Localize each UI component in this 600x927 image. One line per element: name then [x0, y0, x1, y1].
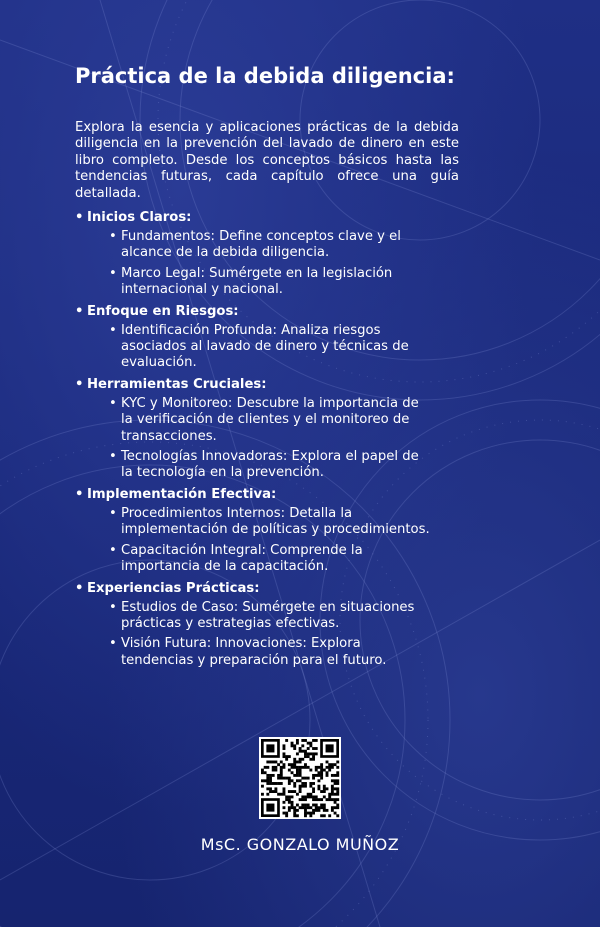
bullet-icon: •	[75, 303, 84, 319]
sub-list	[75, 229, 475, 299]
section-heading: • Enfoque en Riesgos:	[75, 303, 239, 319]
sub-list	[75, 396, 475, 482]
list-item: • Estudios de Caso: Sumérgete en situaciones prácticas y estrategias efectivas.	[109, 599, 415, 631]
list-item: • Marco Legal: Sumérgete en la legislación internacional y nacional.	[109, 265, 393, 298]
sub-list	[75, 506, 475, 576]
bullet-icon: •	[75, 210, 84, 225]
qr-code-graphic	[259, 737, 341, 819]
sub-list	[75, 323, 475, 372]
sub-list	[75, 600, 475, 670]
author-name: MsC. GONZALO MUÑOZ	[200, 835, 400, 854]
bullet-icon: •	[109, 322, 117, 338]
section-heading: • Herramientas Cruciales:	[75, 376, 267, 392]
list-item: • KYC y Monitoreo: Descubre la importancia de la verificación de clientes y el monitoreo de transacciones.	[109, 395, 419, 444]
bullet-icon: •	[109, 636, 117, 652]
section-heading: • Experiencias Prácticas:	[75, 580, 260, 596]
bullet-icon: •	[109, 265, 117, 281]
page-title: Práctica de la debida diligencia:	[75, 64, 455, 88]
list-item: • Identificación Profunda: Analiza riesgos asociados al lavado de dinero y técnicas de evaluación.	[109, 322, 409, 371]
section-heading: • Implementación Efectiva:	[75, 486, 277, 502]
list-item: • Capacitación Integral: Comprende la importancia de la capacitación.	[109, 542, 363, 575]
bullet-icon: •	[75, 580, 84, 596]
list-item: • Tecnologías Innovadoras: Explora el papel de la tecnología en la prevención.	[109, 449, 419, 481]
section-herramientas-cruciales	[75, 376, 475, 482]
bullet-icon: •	[109, 599, 117, 615]
bullet-icon: •	[109, 395, 117, 411]
section-enfoque-en-riesgos	[75, 303, 475, 372]
list-item: • Visión Futura: Innovaciones: Explora tendencias y preparación para el futuro.	[109, 636, 387, 668]
bullet-icon: •	[109, 505, 117, 521]
section-heading: • Inicios Claros:	[75, 210, 192, 225]
qr-code-icon[interactable]	[259, 737, 341, 819]
intro-paragraph: Explora la esencia y aplicaciones prácticas de la debida diligencia en la prevención del lavado de dinero en este libro completo. Desde los conceptos básicos hasta las tendencias futuras, cada capítulo ofrece una guía detallada.	[75, 120, 459, 201]
bullet-icon: •	[75, 486, 84, 502]
section-experiencias-practicas	[75, 580, 475, 670]
section-implementacion-efectiva	[75, 486, 475, 576]
section-list	[75, 209, 475, 673]
list-item: • Procedimientos Internos: Detalla la implementación de políticas y procedimientos.	[109, 505, 430, 538]
bullet-icon: •	[109, 449, 117, 465]
section-inicios-claros	[75, 209, 475, 299]
bullet-icon: •	[109, 229, 117, 244]
bullet-icon: •	[75, 376, 84, 392]
bullet-icon: •	[109, 542, 117, 558]
list-item: • Fundamentos: Define conceptos clave y el alcance de la debida diligencia.	[109, 229, 401, 261]
